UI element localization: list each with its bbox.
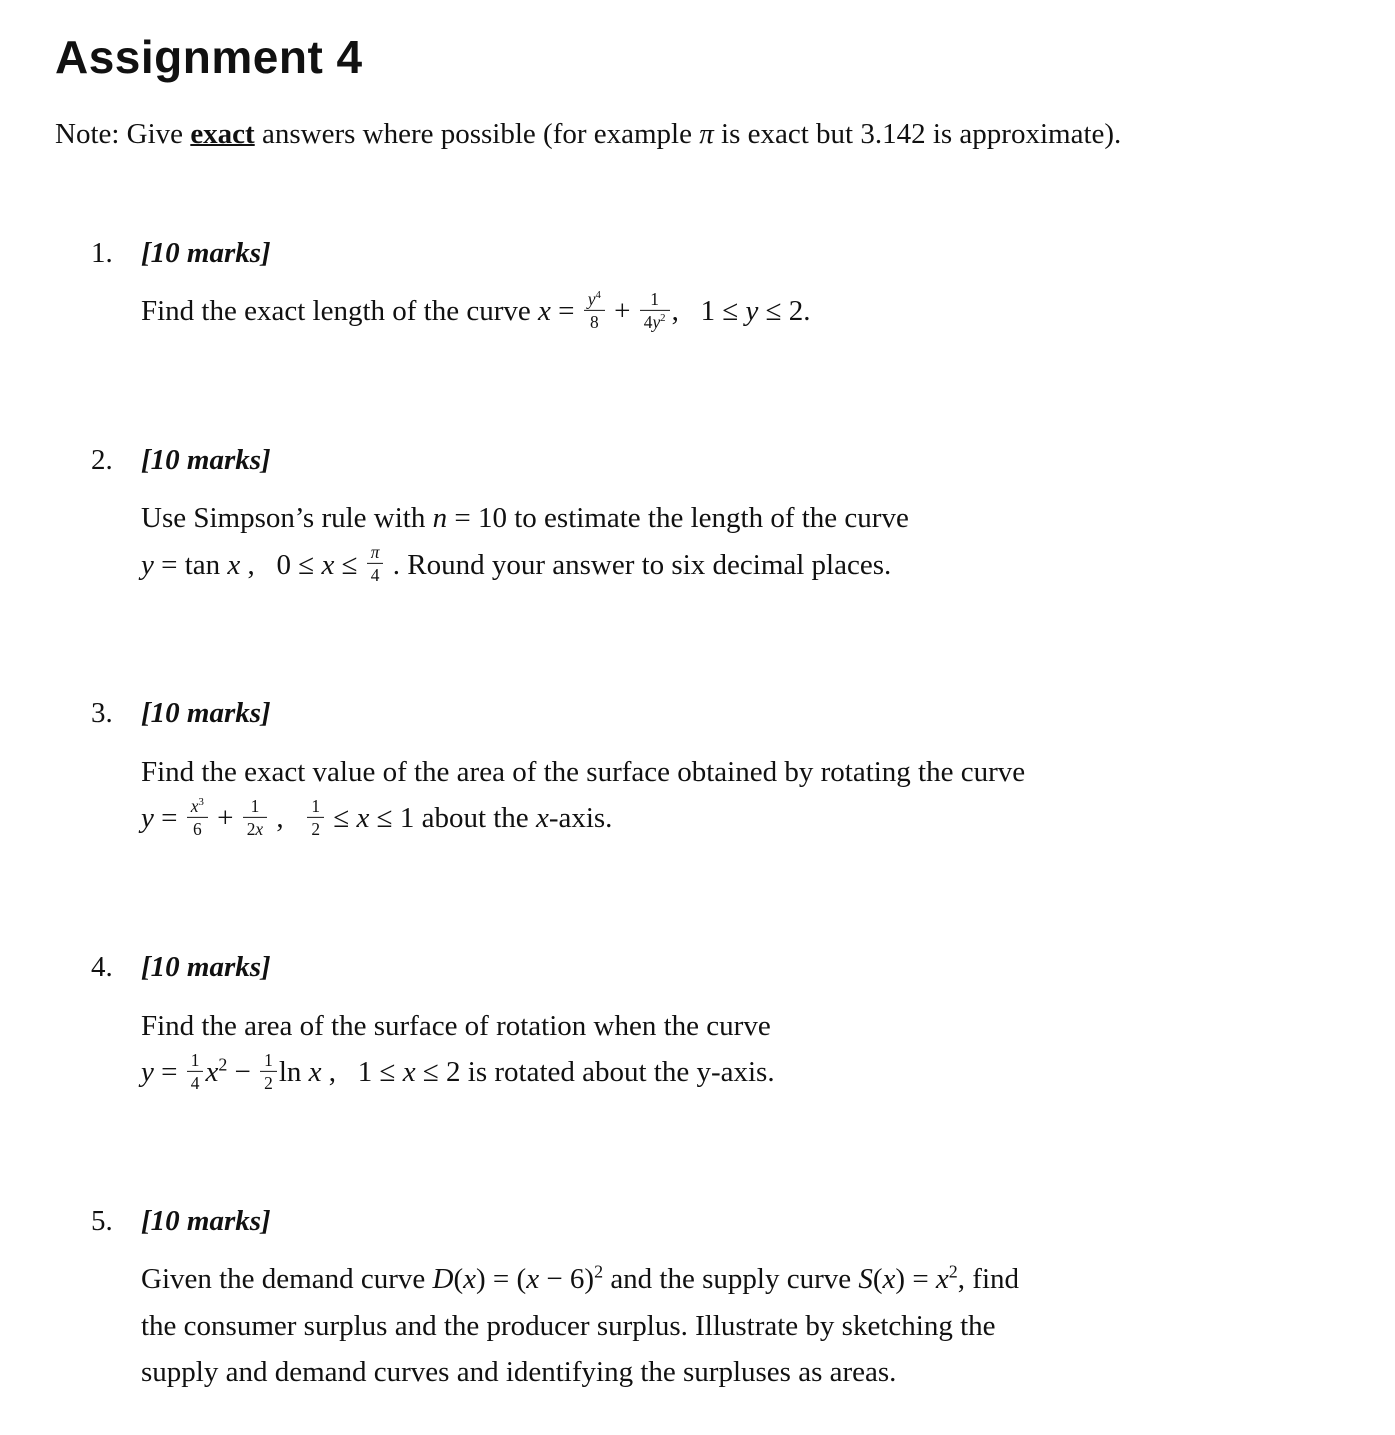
problem-marks: [10 marks] <box>141 697 271 730</box>
problem-body: Find the exact length of the curve x = $\frac{y^4}{8}$ + $\frac{1}{4y^2}$ , 1 ≤ y ≤ 2. <box>141 288 811 332</box>
problem-number: 3. <box>91 697 113 730</box>
problem-body: Given the demand curve $D(x) = (x - 6)^2$ and the supply curve $S(x) = x^2$, find the consumer surplus and the producer surplus. Illustrate by sketching the supply and demand curves and identifying the surpluses as areas. <box>141 1261 1019 1388</box>
problem-marks: [10 marks] <box>141 236 271 269</box>
problem-number: 4. <box>91 951 113 984</box>
problem-2-header <box>55 437 1335 483</box>
problem-1 <box>55 230 1335 335</box>
problem-body: Use Simpson’s rule with n = 10 to estimate the length of the curve y = tan x , 0 ≤ x ≤ $\frac{\pi}{4}$ . Round your answer to six decimal places. <box>141 502 909 586</box>
problem-number: 2. <box>91 443 113 476</box>
problem-5-header <box>55 1198 1335 1244</box>
problem-body: Find the exact value of the area of the surface obtained by rotating the curve y = $\frac{x^3}{6}$ + $\frac{1}{2x}$ , $\frac{1}{2}$ ≤ x ≤ 1 about the x-axis. <box>141 755 1026 839</box>
problem-3 <box>55 690 1335 842</box>
note-text: Note: Give exact answers where possible (for example π is exact but 3.142 is approximate). <box>55 118 1122 151</box>
problem-4 <box>55 944 1335 1096</box>
problem-5 <box>55 1198 1335 1396</box>
problem-body: Find the area of the surface of rotation when the curve y = $\frac{1}{4}$ $x^2$ − $\frac{1}{2}$ ln x , 1 ≤ x ≤ 2 is rotated about the y-axis. <box>141 1009 775 1093</box>
problem-2 <box>55 437 1335 589</box>
problem-number: 1. <box>91 236 113 269</box>
problem-marks: [10 marks] <box>141 443 271 476</box>
page-title: Assignment 4 <box>55 31 363 83</box>
problem-3-header <box>55 690 1335 736</box>
problem-number: 5. <box>91 1204 113 1237</box>
problem-marks: [10 marks] <box>141 951 271 984</box>
problem-4-header <box>55 944 1335 990</box>
problem-marks: [10 marks] <box>141 1204 271 1237</box>
problem-1-header <box>55 230 1335 276</box>
